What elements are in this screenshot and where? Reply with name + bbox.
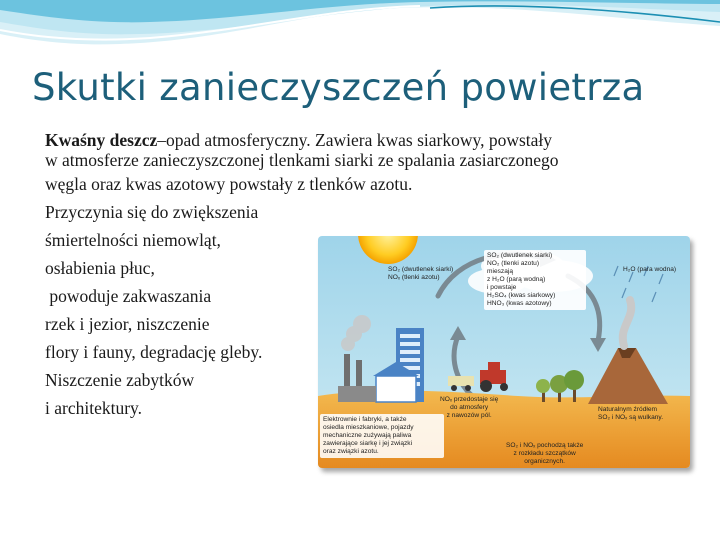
definition-line-3: węgla oraz kwas azotowy powstały z tlenków azotu.	[45, 174, 413, 194]
slide-title: Skutki zanieczyszczeń powietrza	[32, 66, 645, 109]
effect-line: powoduje zakwaszania	[45, 286, 212, 306]
label-nox-transport: NOₓ przedostaje się do atmosfery z nawozów pól.	[440, 396, 499, 419]
label-water-vapour: H₂O (para wodna)	[623, 266, 677, 273]
effect-line: flory i fauny, degradację gleby.	[45, 342, 263, 362]
label-volcano-source: Naturalnym źródłem SO₂ i NOₓ są wulkany.	[598, 406, 664, 421]
definition-text: –opad atmosferyczny. Zawiera kwas siarkowy, powstały	[157, 130, 553, 150]
effect-line: Niszczenie zabytków	[45, 370, 195, 390]
label-so2-nox-emission: SO₂ (dwutlenek siarki) NOₓ (tlenki azotu)	[388, 266, 454, 281]
effect-line: osłabienia płuc,	[45, 258, 155, 278]
effect-line: i architektury.	[45, 398, 143, 418]
effect-line: śmiertelności niemowląt,	[45, 230, 221, 250]
definition-line-2: w atmosferze zanieczyszczonej tlenkami siarki ze spalania zasiarczonego	[45, 150, 559, 170]
label-factories-sources: Elektrownie i fabryki, a także osiedla mieszkaniowe, pojazdy mechaniczne zużywają paliwa zawierające siarkę i jej związki oraz związki azotu.	[320, 414, 444, 458]
term-acid-rain: Kwaśny deszcz	[45, 130, 158, 150]
definition-line	[45, 130, 700, 150]
acid-rain-diagram	[318, 236, 690, 468]
decorative-wave-header	[0, 0, 720, 70]
effect-line: Przyczynia się do zwiększenia	[45, 202, 259, 222]
label-decomposition-source: SO₂ i NOₓ pochodzą także z rozkładu szczątków organicznych.	[506, 442, 584, 465]
label-so2-no2-acid-formation: SO₂ (dwutlenek siarki) NO₂ (tlenki azotu) mieszają z H₂O (parą wodną) i powstaje H₂SO₄ (kwas siarkowy) HNO₃ (kwas azotowy)	[484, 250, 586, 310]
effect-line: rzek i jezior, niszczenie	[45, 314, 210, 334]
